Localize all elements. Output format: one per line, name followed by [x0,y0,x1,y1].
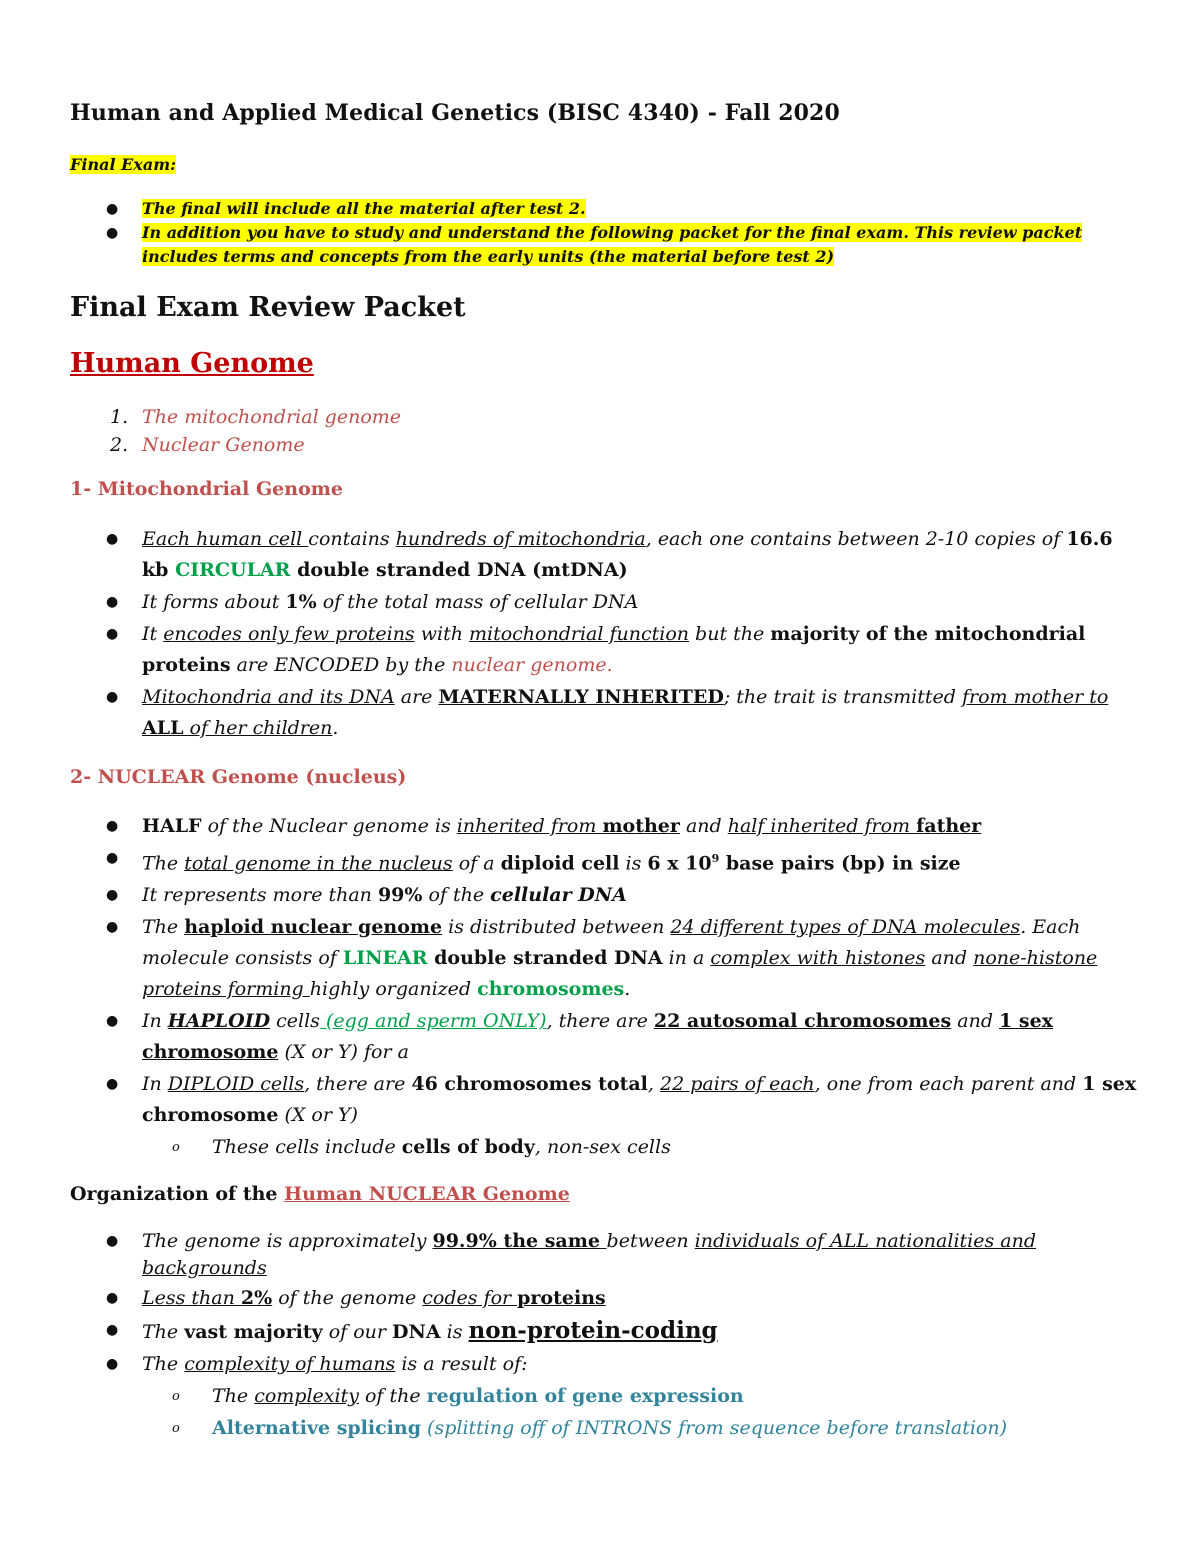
text-run: and [951,1010,1000,1033]
bullet-icon: ● [106,818,119,834]
text-run: of our [322,1321,393,1343]
outline-text: Nuclear Genome [142,434,305,456]
list-item [106,843,1142,879]
list-item [106,682,1142,744]
text-run: Organization of the [70,1183,285,1205]
text-run: The genome is approximately [142,1230,433,1252]
text-run: These cells include [212,1136,402,1159]
list-item [106,912,1142,1005]
final-exam-notes [106,197,1102,269]
text-run: It [142,623,164,645]
bullet-icon: ● [106,1290,119,1306]
text-run: 2% [240,1287,273,1309]
list-item [106,1283,1142,1314]
list-item [106,619,1142,681]
text-run: contains [308,528,396,550]
exponent: 9 [711,852,720,865]
list-item [106,1315,1142,1348]
text-run: complexity [254,1385,359,1407]
bullet-icon: ● [106,594,119,610]
list-item [106,524,1142,586]
note-text: In addition you have to study and understand the following packet for the final exam. This review packet includes terms and concepts from the early units (the material before test 2) [142,223,1083,266]
text-run: The [212,1385,255,1407]
text-run: . [624,978,631,1001]
list-item [106,1069,1142,1131]
text-run: of the [422,884,491,907]
text-run: of the [358,1385,427,1407]
text-run: non-protein-coding [468,1317,718,1344]
sub-list-item [172,1413,1142,1444]
text-run: highly organized [309,978,478,1001]
text-run: (splitting off of INTRONS from sequence before translation) [421,1417,1008,1439]
text-run: is [619,852,648,875]
bullet-icon: ● [106,201,119,217]
text-run: 16.6 kb [142,528,1113,581]
text-run: (X or Y) for a [278,1041,409,1064]
text-run: LINEAR [342,947,428,970]
text-run: 1 sex chromosome [142,1010,1053,1064]
sub-list-item [172,1132,1142,1163]
text-run: double stranded DNA [427,947,663,970]
outline-text: The mitochondrial genome [142,406,402,428]
text-run: complex with histones [710,947,926,970]
text-run: DIPLOID cells [167,1073,305,1096]
bullet-icon: ● [106,1356,119,1372]
list-item [110,431,401,459]
text-run: 22 pairs of each [659,1073,815,1096]
text-run: , non-sex cells [534,1136,671,1159]
list-item [106,197,1102,221]
text-run: none-histone proteins forming [142,947,1098,1001]
text-run: from mother to [961,686,1109,708]
text-run: 46 chromosomes total [411,1073,648,1096]
text-run: In [142,1010,168,1033]
text-run: 24 different types of DNA molecules [670,916,1021,939]
note-text: The final will include all the material after test 2. [142,199,586,218]
bullet-icon: ● [106,919,119,936]
list-item [106,1349,1142,1380]
text-run: HAPLOID [167,1010,271,1033]
bullet-icon: ● [106,225,119,241]
section-title: Human Genome [70,348,314,379]
mito-heading: 1- Mitochondrial Genome [70,478,343,500]
text-run: The [142,916,185,939]
text-run: encodes only few proteins [163,623,415,645]
text-run: In [142,1073,168,1096]
text-run: and [925,947,974,970]
circle-bullet-icon: o [172,1421,180,1436]
text-run: hundreds of mitochondria [395,528,646,550]
text-run: codes for [422,1287,518,1309]
text-run: , each one contains between 2-10 copies of [645,528,1067,550]
text-run: It forms about [142,591,286,613]
text-run: 99.9% the same [432,1230,607,1252]
text-run: of the Nuclear genome is [201,815,457,837]
circle-bullet-icon: o [172,1140,180,1156]
text-run: The [142,852,185,875]
nuclear-list [106,811,1142,1164]
text-run: Mitochondria and its DNA [142,686,395,708]
circle-bullet-icon: o [172,1389,180,1404]
nuclear-heading: 2- NUCLEAR Genome (nucleus) [70,766,407,788]
text-run: is a result of: [395,1353,528,1375]
text-run: majority of the mitochondrial proteins [142,623,1086,676]
organization-list [106,1228,1142,1445]
text-run: cells [270,1010,320,1033]
sub-list-item [172,1381,1142,1412]
bullet-icon: ● [106,1013,119,1030]
text-run: proteins [517,1287,606,1309]
list-item [106,1006,1142,1068]
text-run: The [142,1353,185,1375]
text-run: 1% [285,591,317,613]
text-run: of the genome [272,1287,423,1309]
text-run: complexity of humans [184,1353,396,1375]
text-run: are [394,686,439,708]
text-run: 6 x 10 [647,852,712,875]
text-run: between [606,1230,695,1252]
text-run: DNA [392,1321,441,1343]
text-run: Each human cell [142,528,309,550]
text-run: cellular DNA [490,884,627,907]
list-item [106,1228,1142,1282]
list-item [106,221,1102,269]
text-run: haploid nuclear genome [184,916,443,939]
text-run: of her children [183,717,333,739]
text-run: mother [602,815,680,837]
text-run: total genome in the nucleus [184,852,453,875]
text-run: chromosomes [477,978,625,1001]
final-exam-label: Final Exam: [70,155,177,174]
text-run: The [142,1321,185,1343]
bullet-icon: ● [106,1322,119,1338]
text-run: double stranded DNA (mtDNA) [290,559,628,581]
text-run: (X or Y) [278,1104,358,1127]
text-run: 22 autosomal chromosomes [653,1010,952,1033]
bullet-icon: ● [106,531,119,547]
list-item [106,587,1142,618]
text-run: father [916,815,982,837]
text-run: nuclear genome. [451,654,613,676]
item-number: 2. [110,434,129,456]
text-run: base pairs (bp) in size [719,852,961,875]
text-run: of a [452,852,501,875]
mito-list [106,524,1142,745]
list-item [106,880,1142,911]
text-run: individuals of ALL nationalities and backgrounds [142,1230,1036,1279]
text-run: half inherited from [727,815,917,837]
text-run: MATERNALLY INHERITED [438,686,724,708]
bullet-icon: ● [106,1233,119,1249]
bullet-icon: ● [106,689,119,705]
text-run: of the total mass of cellular DNA [316,591,639,613]
text-run: is distributed between [442,916,671,939]
bullet-icon: ● [106,850,119,866]
bullet-icon: ● [106,626,119,642]
text-run: are ENCODED by the [230,654,452,676]
text-run: HALF [142,815,202,837]
organization-heading [70,1183,570,1205]
text-run: , there are [304,1073,412,1096]
bullet-icon: ● [106,1076,119,1093]
text-run: diploid cell [500,852,620,875]
text-run: is [440,1321,469,1343]
text-run: Alternative splicing [212,1417,421,1439]
text-run: (egg and sperm ONLY) [319,1010,547,1033]
text-run: CIRCULAR [175,559,291,581]
item-number: 1. [110,406,129,428]
review-packet-title: Final Exam Review Packet [70,292,466,323]
list-item [106,811,1142,842]
text-run: , [647,1073,660,1096]
text-run: cells of body [401,1136,535,1159]
text-run: in a [662,947,711,970]
text-run: 1 sex chromosome [142,1073,1137,1127]
outline-list [110,403,402,459]
text-run: . [332,717,339,739]
text-run: regulation of gene expression [426,1385,744,1407]
list-item [110,403,402,431]
text-run: . Each molecule consists of [142,916,1081,970]
text-run: Human NUCLEAR Genome [284,1183,570,1205]
text-run: with [414,623,469,645]
text-run: ALL [142,717,184,739]
text-run: , there are [546,1010,654,1033]
text-run: , one from each parent and [814,1073,1083,1096]
text-run: mitochondrial function [468,623,690,645]
text-run: Less than [142,1287,241,1309]
bullet-icon: ● [106,887,119,904]
text-run: 99% [377,884,423,907]
text-run: It represents more than [142,884,378,907]
text-run: but the [689,623,771,645]
text-run: ; the trait is transmitted [723,686,962,708]
document-title: Human and Applied Medical Genetics (BISC 4340) - Fall 2020 [70,100,840,126]
text-run: and [679,815,728,837]
text-run: inherited from [456,815,603,837]
text-run: vast majority [184,1321,323,1343]
